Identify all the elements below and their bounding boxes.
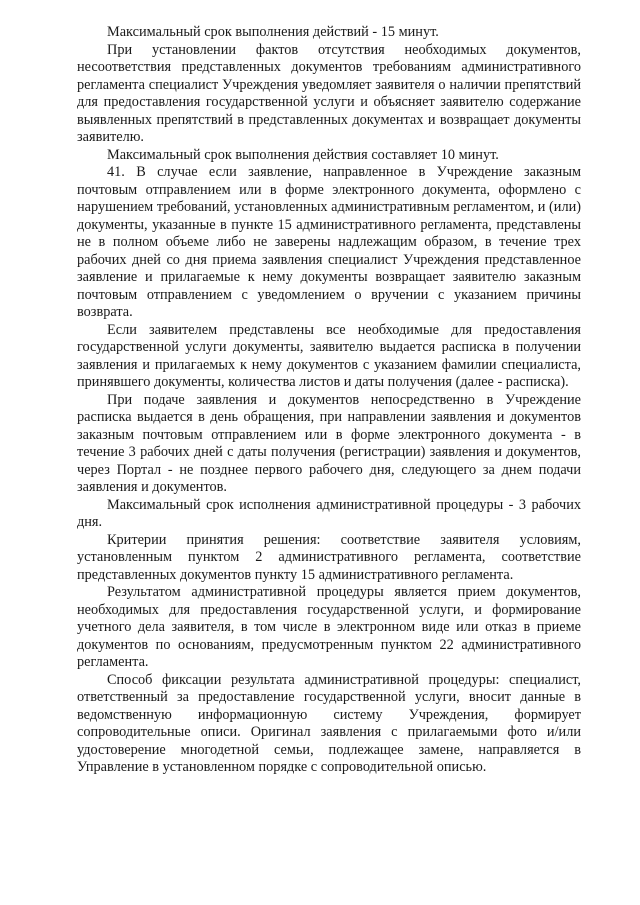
paragraph: Критерии принятия решения: соответствие заявителя условиям, установленным пунктом 2 административного регламента, соответствие представленных документов пункту 15 административного регламента. [77,531,581,583]
paragraph: Максимальный срок выполнения действий - 15 минут. [107,24,439,40]
paragraph: Способ фиксации результата административной процедуры: специалист, ответственный за предоставление государственной услуги, вносит данные в ведомственную информационную систему Учреждения, формирует сопроводительные описи. Оригинал заявления с прилагаемыми фото и/или удостоверение многодетной семьи, подлежащее замене, направляется в Управление в установленном порядке с сопроводительной описью. [77,671,581,775]
paragraph: Максимальный срок выполнения действия составляет 10 минут. [107,146,499,163]
paragraph: 41. В случае если заявление, направленное в Учреждение заказным почтовым отправлением или в форме электронного документа, оформлено с нарушением требований, установленных административным регламентом, и (или) документы, указанные в пункте 15 административного регламента, представлены не в полном объеме либо не заверены надлежащим образом, в течение трех рабочих дней со дня приема заявления специалист Учреждения представленное заявление и прилагаемые к нему документы возвращает заявителю заказным почтовым отправлением с уведомлением о вручении с указанием причины возврата. [77,164,581,320]
paragraph: При установлении фактов отсутствия необходимых документов, несоответствия представленных документов требованиям административного регламента специалист Учреждения уведомляет заявителя о наличии препятствий для предоставления государственной услуги и объясняет заявителю содержание выявленных препятствий в представленных документах и возвращает документы заявителю. [77,41,581,145]
paragraph: При подаче заявления и документов непосредственно в Учреждение расписка выдается в день обращения, при направлении заявления и документов заказным почтовым отправлением или в форме электронного документа - в течение 3 рабочих дней с даты получения (регистрации) заявления и документов, через Портал - не позднее первого рабочего дня, следующего за днем подачи заявления и документов. [77,391,581,495]
paragraph: Максимальный срок исполнения административной процедуры - 3 рабочих дня. [77,496,581,530]
paragraph: Если заявителем представлены все необходимые для предоставления государственной услуги документы, заявителю выдается расписка в получении заявления и прилагаемых к нему документов с указанием фамилии специалиста, принявшего документы, количества листов и даты получения (далее - расписка). [77,321,581,390]
document-body [77,24,581,777]
paragraph: Результатом административной процедуры является прием документов, необходимых для предоставления государственной услуги, и формирование учетного дела заявителя, в том числе в электронном виде или отказ в приеме документов по основаниям, предусмотренным пунктом 22 административного регламента. [77,584,581,670]
